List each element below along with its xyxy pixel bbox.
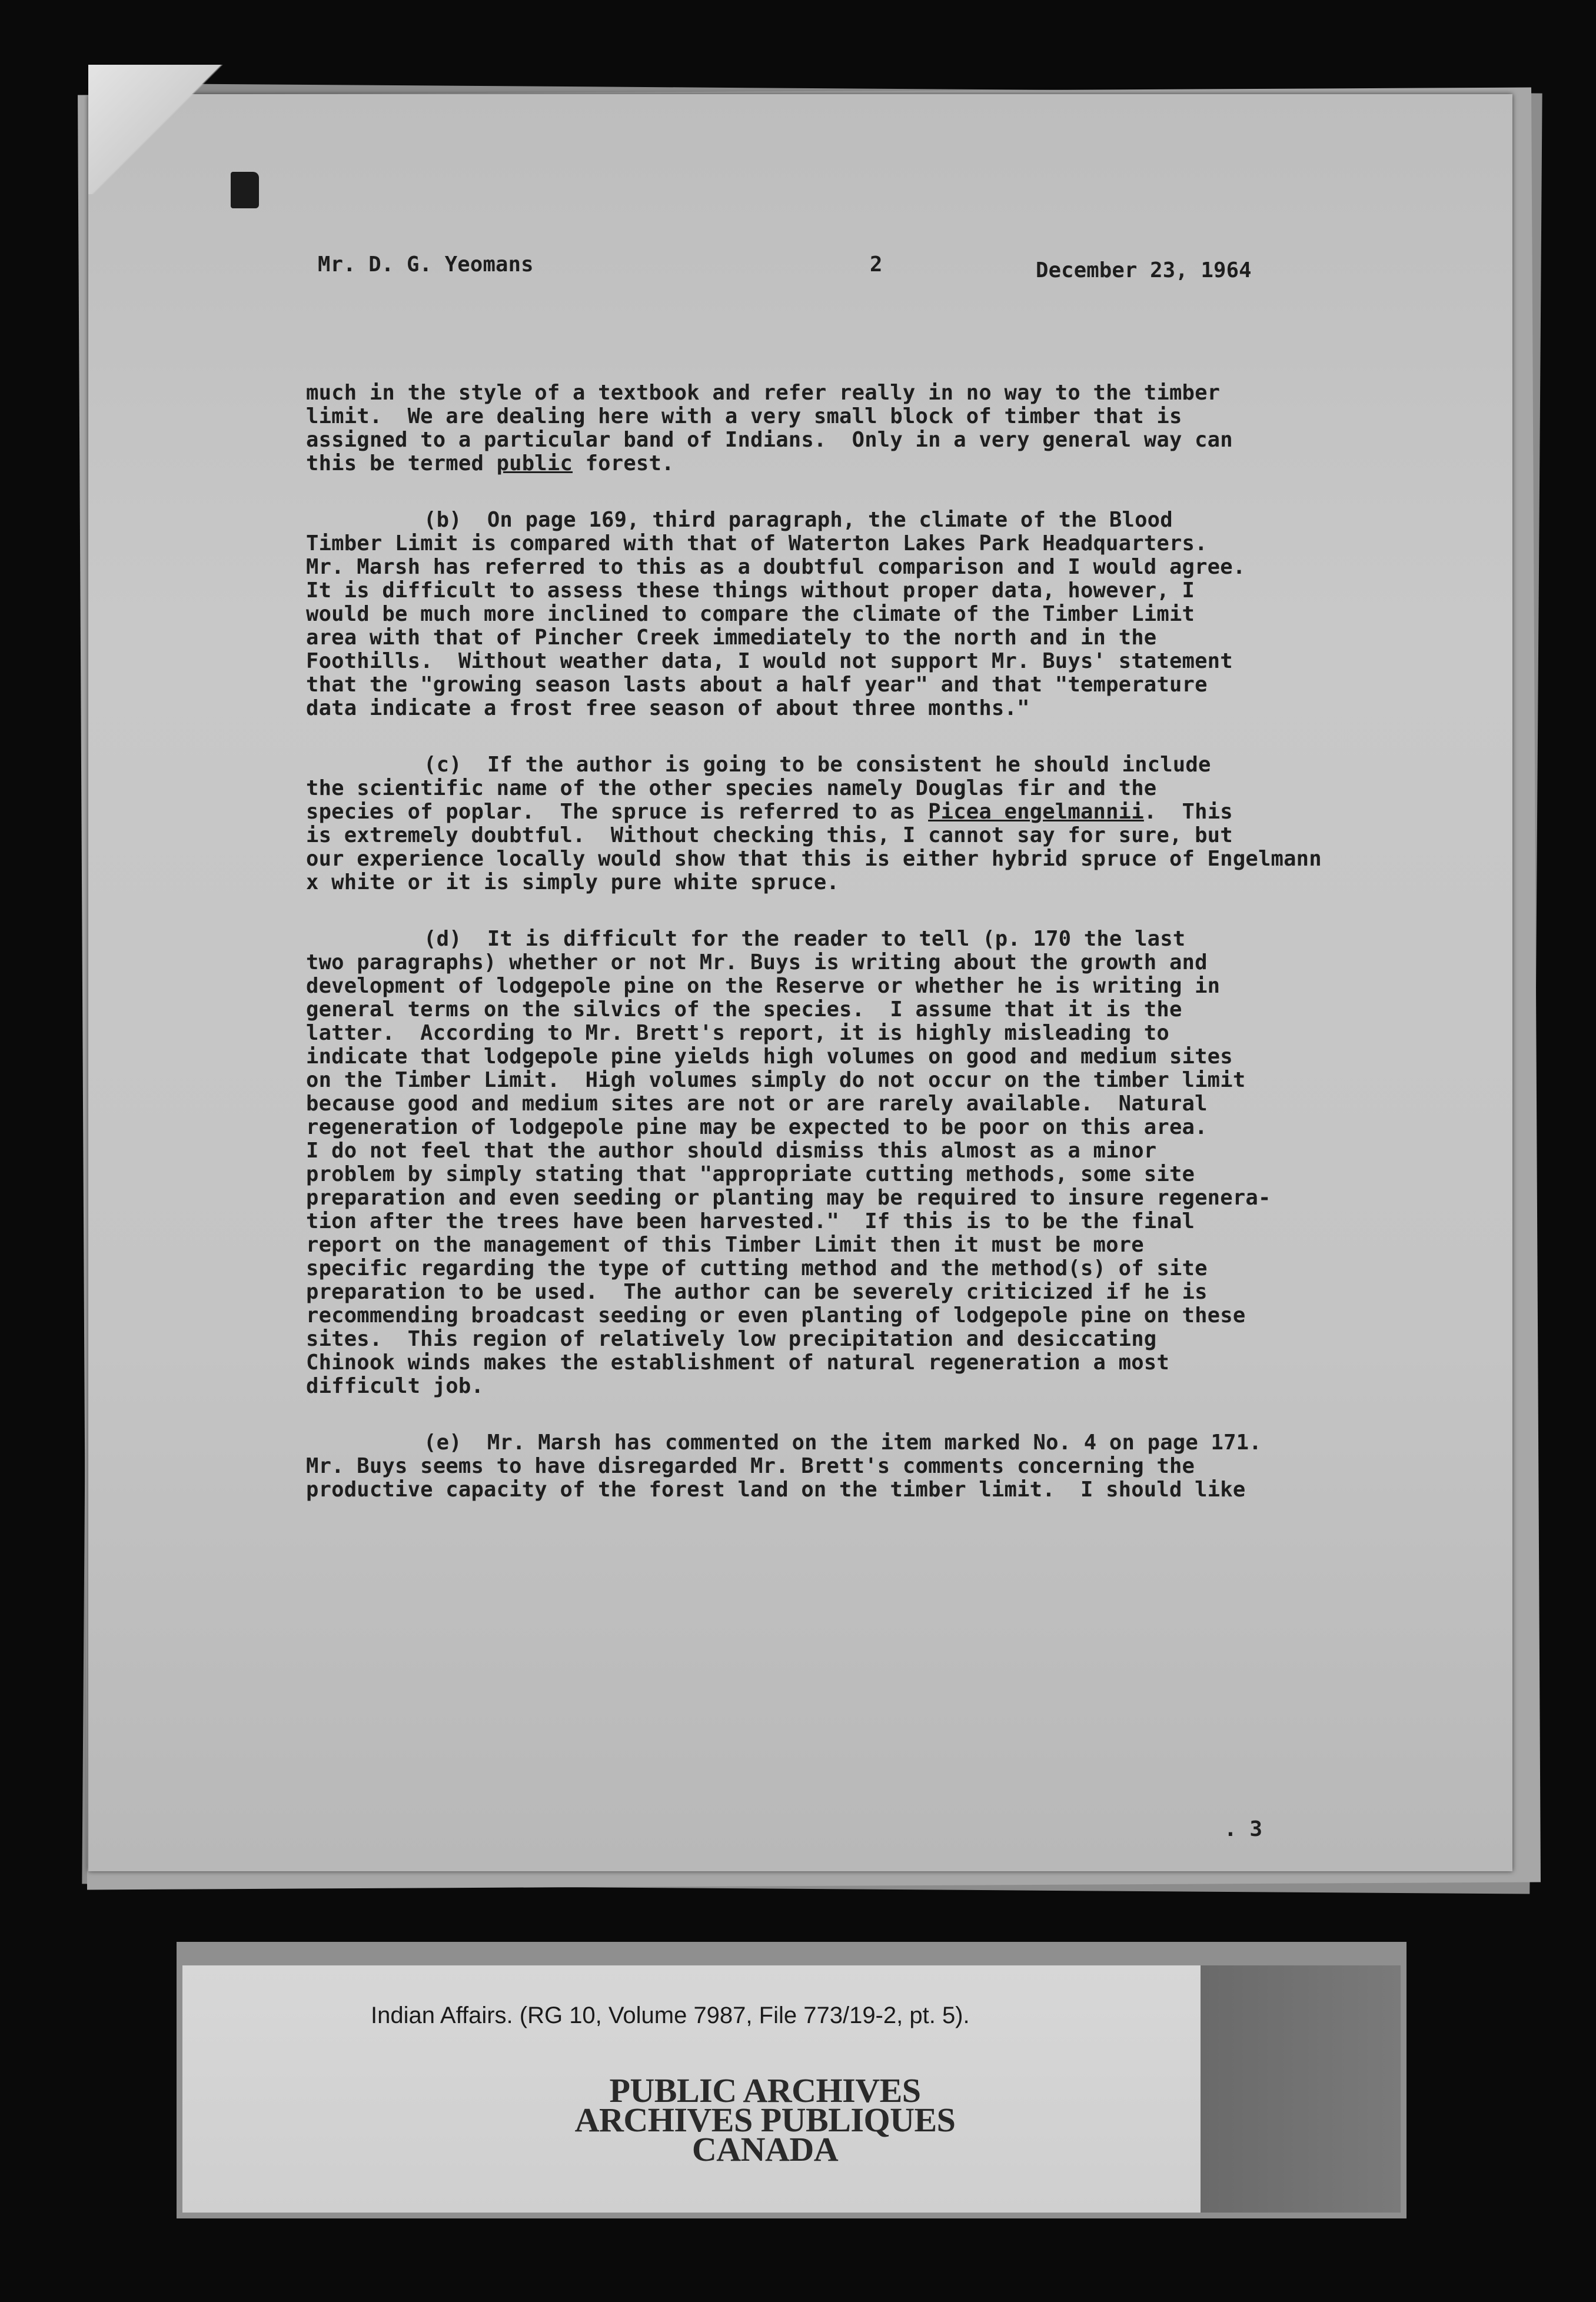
archive-label-shadow xyxy=(1201,1965,1401,2213)
paragraph-d-text: (d) It is difficult for the reader to tell (p. 170 the last two paragraphs) whether or not Mr. Buys is writing about the growth and development of lodgepole pine on the Reserve or whether he is writing in general terms on the silvics of the species. I assume that it is the latter. According to Mr. Brett's report, it is highly misleading to indicate that lodgepole pine yields high volumes on good and medium sites on the Timber Limit. High volumes simply do not occur on the timber limit because good and medium sites are not or are rarely available. Natural regeneration of lodgepole pine may be expected to be poor on this area. I do not feel that the author should dismiss this almost as a minor problem by simply stating that "appropriate cutting methods, some site preparation and even seeding or planting may be required to insure regenera- tion after the trees have been harvested." If this is to be the final report on the management of this Timber Limit then it must be more specific regarding the type of cutting method and the method(s) of site preparation to be used. The author can be severely criticized if he is recommending broadcast seeding or even planting of lodgepole pine on these sites. This region of relatively low precipitation and desiccating Chinook winds makes the establishment of natural regeneration a most difficult job. xyxy=(306,927,1271,1398)
paragraph-b-text: (b) On page 169, third paragraph, the climate of the Blood Timber Limit is compared with that of Waterton Lakes Park Headquarters. Mr. Marsh has referred to this as a doubtful comparison and I would agree. It is difficult to assess these things without proper data, however, I would be much more inclined to compare the climate of the Timber Limit area with that of Pincher Creek immediately to the north and in the Foothills. Without weather data, I would not support Mr. Buys' statement that the "growing season lasts about a half year" and that "temperature data indicate a frost free season of about three months." xyxy=(306,508,1246,720)
intro-underlined: public xyxy=(496,451,573,475)
archive-stamp xyxy=(530,2071,1000,2168)
addressee: Mr. D. G. Yeomans xyxy=(318,252,534,277)
paragraph-c-start: (c) If the author is going to be consistent he should include the scientific name of the other species namely Douglas fir and the species of poplar. The spruce is referred to as xyxy=(306,753,1211,824)
stamp-line-1: PUBLIC ARCHIVES xyxy=(609,2071,921,2110)
paragraph-intro xyxy=(306,381,1436,475)
continued-marker: . 3 xyxy=(1224,1817,1263,1841)
paragraph-c xyxy=(306,753,1436,894)
letter-body xyxy=(306,247,1436,1535)
stamp-line-3: CANADA xyxy=(691,2130,839,2168)
page-number: 2 xyxy=(870,252,883,277)
staple-mark-icon xyxy=(231,172,259,208)
archive-reference: Indian Affairs. (RG 10, Volume 7987, File 773/19-2, pt. 5). xyxy=(371,2002,970,2028)
paragraph-c-end: . This is extremely doubtful. Without checking this, I cannot say for sure, but our experience locally would show that this is either hybrid spruce of Engelmann x white or it is simply pure white spruce. xyxy=(306,800,1322,894)
letter-date: December 23, 1964 xyxy=(1036,258,1252,282)
paragraph-e-text: (e) Mr. Marsh has commented on the item marked No. 4 on page 171. Mr. Buys seems to have disregarded Mr. Brett's comments concerning the productive capacity of the forest land on the timber limit. I should like xyxy=(306,1431,1262,1502)
letter-header xyxy=(306,247,1436,282)
paragraph-b xyxy=(306,508,1436,720)
intro-text: much in the style of a textbook and refer really in no way to the timber limit. We are dealing here with a very small block of timber that is assigned to a particular band of Indians. Only in a very general way can this be termed xyxy=(306,381,1233,475)
paragraph-e xyxy=(306,1431,1436,1502)
intro-end: forest. xyxy=(573,451,674,475)
paragraph-c-species: Picea engelmannii xyxy=(928,800,1144,824)
paragraph-d xyxy=(306,927,1436,1398)
folded-corner xyxy=(88,65,224,194)
stamp-line-2: ARCHIVES PUBLIQUES xyxy=(574,2101,956,2139)
